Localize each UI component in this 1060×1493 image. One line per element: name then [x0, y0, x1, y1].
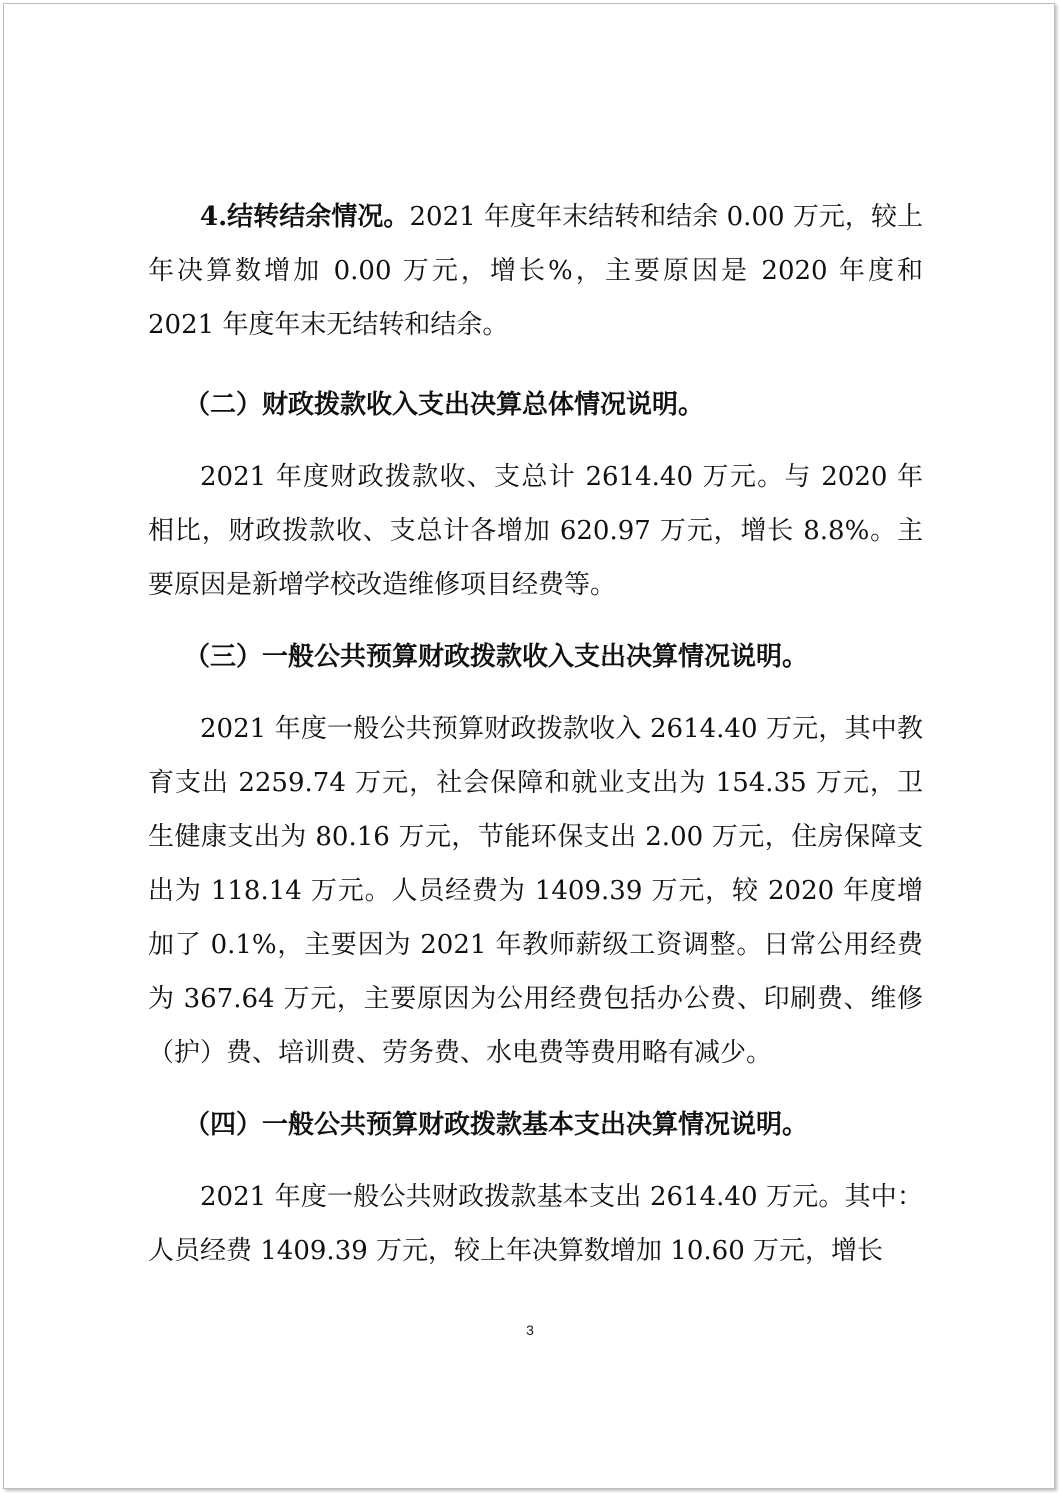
basic-expenditure-paragraph: 2021 年度一般公共财政拨款基本支出 2614.40 万元。其中：人员经费 1409.39 万元，较上年决算数增加 10.60 万元，增长 [148, 1182, 923, 1266]
carryover-text: 2021 年度年末结转和结余 0.00 万元，较上年决算数增加 0.00 万元，增长%，主要原因是 2020 年度和 2021 年度年末无结转和结余。 [148, 202, 923, 340]
section-heading-2: （二）财政拨款收入支出决算总体情况说明。 [184, 390, 705, 420]
fiscal-total-paragraph: 2021 年度财政拨款收、支总计 2614.40 万元。与 2020 年相比，财政拨款收、支总计各增加 620.97 万元，增长 8.8%。主要原因是新增学校改造维修项目经费等。 [148, 462, 923, 600]
carryover-paragraph [148, 190, 923, 352]
page-number: 3 [526, 1322, 534, 1338]
document-body [148, 190, 923, 1278]
carryover-lead: 4.结转结余情况。 [200, 202, 410, 232]
general-budget-paragraph: 2021 年度一般公共预算财政拨款收入 2614.40 万元，其中教育支出 2259.74 万元，社会保障和就业支出为 154.35 万元，卫生健康支出为 80.16 万元，节能环保支出 2.00 万元，住房保障支出为 118.14 万元。人员经费为 1409.39 万元，较 2020 年度增加了 0.1%，主要因为 2021 年教师薪级工资调整。日常公用经费为 367.64 万元，主要原因为公用经费包括办公费、印刷费、维修（护）费、培训费、劳务费、水电费等费用略有减少。 [148, 714, 923, 1068]
section-heading-4: （四）一般公共预算财政拨款基本支出决算情况说明。 [184, 1110, 809, 1140]
section-heading-3: （三）一般公共预算财政拨款收入支出决算情况说明。 [184, 642, 809, 672]
